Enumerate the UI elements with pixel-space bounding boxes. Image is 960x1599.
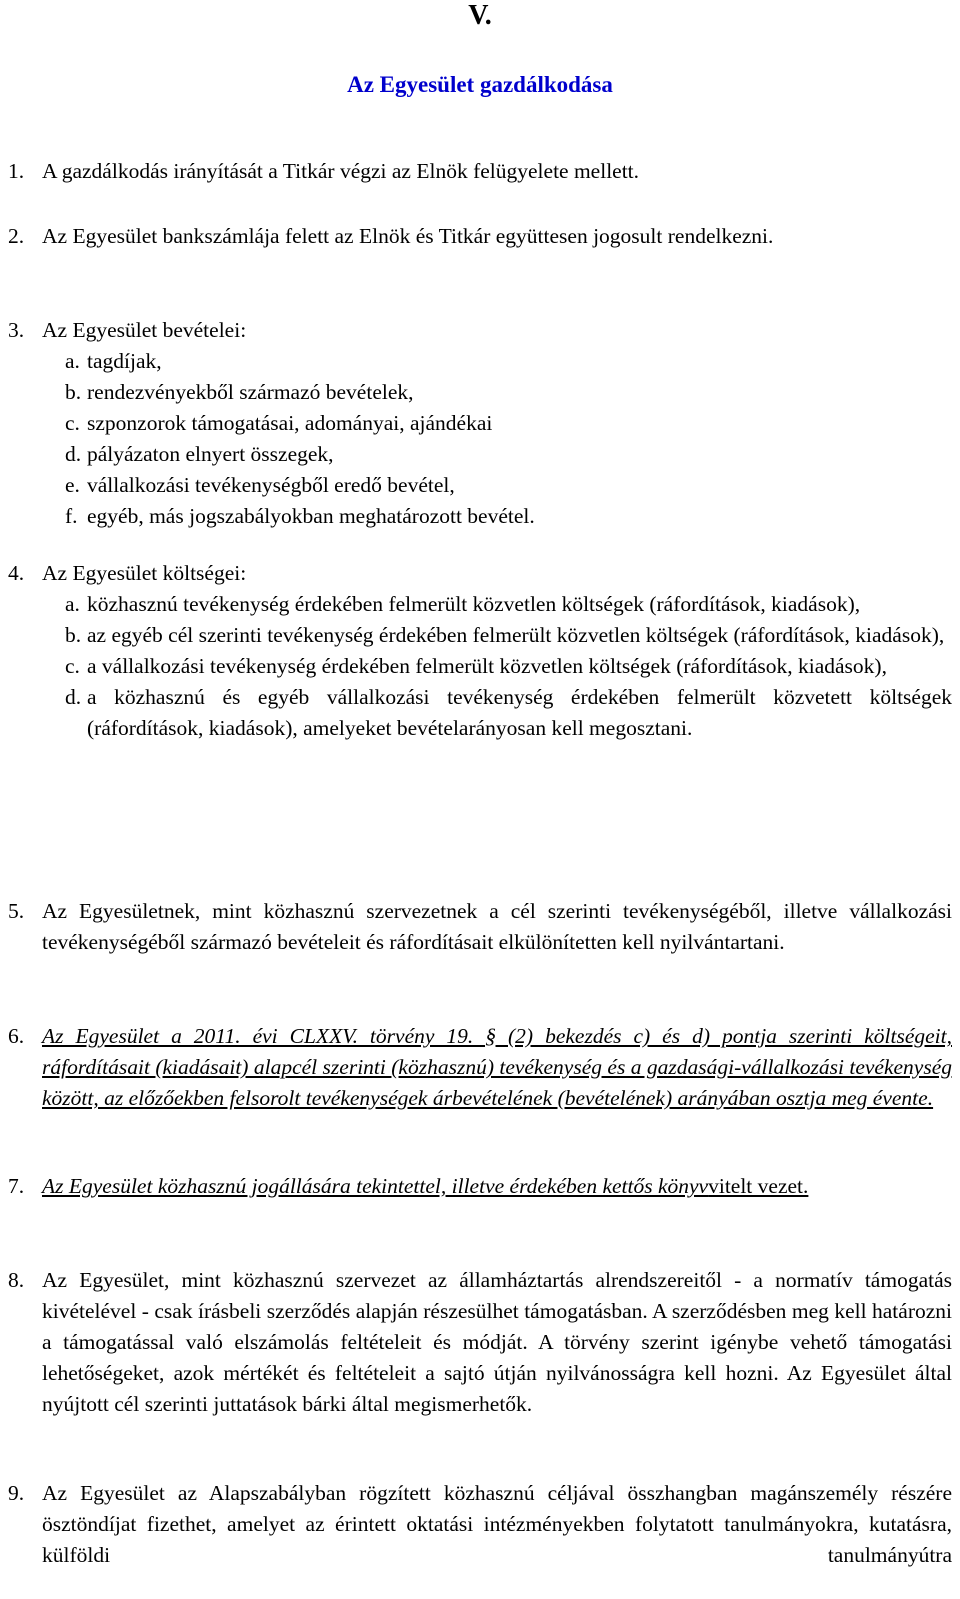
section-title: Az Egyesület gazdálkodása: [347, 72, 613, 97]
list-letter: f.: [65, 504, 78, 528]
chapter-number: V.: [468, 0, 492, 31]
paragraph-text: Az Egyesület költségei:: [42, 561, 247, 585]
paragraph-1: [8, 156, 952, 187]
list-text: vállalkozási tevékenységből eredő bevétel,: [87, 473, 455, 497]
list-item: [8, 589, 952, 620]
paragraph-text: A gazdálkodás irányítását a Titkár végzi az Elnök felügyelete mellett.: [42, 159, 640, 183]
list-text: a közhasznú és egyéb vállalkozási tevékenység érdekében felmerült közvetett költségek (ráfordítások, kiadások), amelyeket bevételarányosan kell megosztani.: [87, 685, 952, 740]
paragraph-number: 6.: [8, 1024, 25, 1048]
list-item: [8, 501, 952, 532]
paragraph-number: 8.: [8, 1268, 25, 1292]
list-letter: b.: [65, 623, 82, 647]
list-text: rendezvényekből származó bevételek,: [87, 380, 414, 404]
italic-text: Az Egyesület közhasznú jogállására tekintettel, illetve érdekében kettős könyv: [42, 1174, 709, 1198]
list-item: [8, 682, 952, 744]
paragraph-number: 2.: [8, 224, 25, 248]
list-text: a vállalkozási tevékenység érdekében felmerült közvetlen költségek (ráfordítások, kiadások),: [87, 654, 887, 678]
paragraph-text: Az Egyesület bankszámlája felett az Elnök és Titkár együttesen jogosult rendelkezni.: [42, 224, 774, 248]
paragraph-text: Az Egyesület bevételei:: [42, 318, 247, 342]
list-item: [8, 651, 952, 682]
paragraph-8: [8, 1265, 952, 1420]
paragraph-number: 9.: [8, 1481, 25, 1505]
paragraph-6: [8, 1021, 952, 1114]
list-letter: a.: [65, 592, 80, 616]
list-letter: c.: [65, 654, 80, 678]
list-letter: b.: [65, 380, 82, 404]
paragraph-number: 5.: [8, 899, 25, 923]
paragraph-text: Az Egyesületnek, mint közhasznú szervezetnek a cél szerinti tevékenységéből, illetve vállalkozási tevékenységéből származó bevételeit és ráfordításait elkülönítetten kell nyilvántartani.: [42, 899, 952, 954]
paragraph-number: 4.: [8, 561, 25, 585]
list-text: egyéb, más jogszabályokban meghatározott bevétel.: [87, 504, 535, 528]
list-item: [8, 377, 952, 408]
paragraph-5: [8, 896, 952, 958]
cost-list: [8, 589, 952, 744]
paragraph-4: [8, 558, 952, 589]
paragraph-number: 3.: [8, 318, 25, 342]
paragraph-text: Az Egyesület, mint közhasznú szervezet az államháztartás alrendszereitől - a normatív támogatás kivételével - csak írásbeli szerződés alapján részesülhet támogatásban. A szerződésben meg kell határozni a támogatással való elszámolás feltételeit és módját. A törvény szerint igénybe vehető támogatási lehetőségeket, azok mértékét és feltételeit a sajtó útján nyilvánosságra kell hozni. Az Egyesület által nyújtott cél szerinti juttatások bárki által megismerhetők.: [42, 1268, 952, 1416]
paragraph-text: [42, 1171, 952, 1202]
paragraph-2: [8, 221, 952, 252]
list-item: [8, 470, 952, 501]
list-text: az egyéb cél szerinti tevékenység érdekében felmerült közvetlen költségek (ráfordítások, kiadások),: [87, 623, 945, 647]
list-letter: d.: [65, 442, 82, 466]
list-item: [8, 346, 952, 377]
list-item: [8, 439, 952, 470]
income-list: [8, 346, 952, 532]
list-letter: c.: [65, 411, 80, 435]
list-letter: d.: [65, 685, 82, 709]
list-letter: a.: [65, 349, 80, 373]
paragraph-text: Az Egyesület az Alapszabályban rögzített közhasznú céljával összhangban magánszemély részére ösztöndíjat fizethet, amelyet az érintett oktatási intézményekben folytatott tanulmányokra, kutatásra, külföldi tanulmányútra: [42, 1481, 952, 1567]
paragraph-number: 1.: [8, 159, 25, 183]
plain-text: vitelt vezet.: [708, 1174, 809, 1198]
list-text: szponzorok támogatásai, adományai, ajándékai: [87, 411, 493, 435]
list-text: közhasznú tevékenység érdekében felmerült közvetlen költségek (ráfordítások, kiadások),: [87, 592, 861, 616]
list-text: tagdíjak,: [87, 349, 162, 373]
list-text: pályázaton elnyert összegek,: [87, 442, 334, 466]
paragraph-text: Az Egyesület a 2011. évi CLXXV. törvény 19. § (2) bekezdés c) és d) pontja szerinti költségeit, ráfordításait (kiadásait) alapcél szerinti (közhasznú) tevékenység és a gazdasági-vállalkozási tevékenység között, az előzőekben felsorolt tevékenységek árbevételének (bevételének) arányában osztja meg évente.: [42, 1024, 952, 1110]
paragraph-7: [8, 1171, 952, 1202]
list-item: [8, 408, 952, 439]
list-item: [8, 620, 952, 651]
paragraph-9: [8, 1478, 952, 1571]
list-letter: e.: [65, 473, 80, 497]
paragraph-number: 7.: [8, 1174, 25, 1198]
paragraph-3: [8, 315, 952, 346]
